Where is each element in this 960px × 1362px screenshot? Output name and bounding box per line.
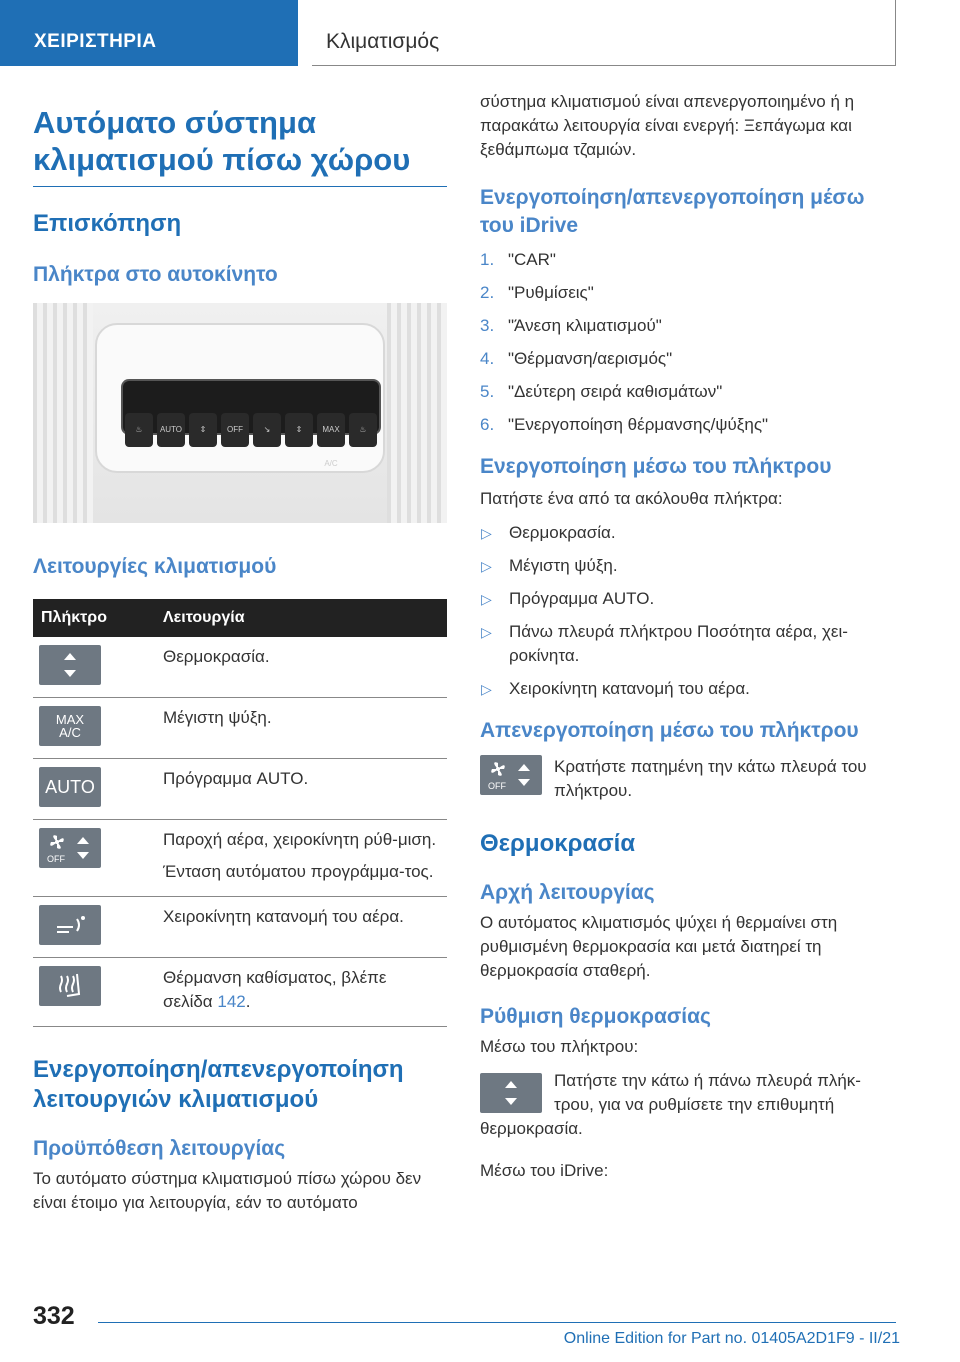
temp-up-down-icon — [480, 1073, 542, 1113]
row-text-secondary: Ένταση αυτόματου προγράμμα-τος. — [163, 862, 434, 881]
fan-off-icon — [480, 755, 542, 795]
temperature-heading: Θερμοκρασία — [480, 830, 636, 857]
table-header-button: Πλήκτρο — [33, 599, 155, 637]
buttons-heading: Πλήκτρα στο αυτοκίνητο — [33, 263, 278, 286]
seat-heating-icon: ♨ — [349, 413, 377, 447]
list-item: ▷ Θερμοκρασία. — [480, 521, 895, 545]
functions-table — [33, 599, 447, 1027]
temp-up-down-icon — [39, 645, 101, 685]
auto-icon: AUTO — [39, 767, 101, 807]
table-row — [33, 759, 447, 820]
table-row — [33, 820, 447, 897]
air-vent — [33, 303, 93, 523]
onoff-heading: Ενεργοποίηση/απενεργοποίηση λειτουργιών κλιματισμού — [33, 1056, 404, 1113]
page-number: 332 — [33, 1302, 75, 1330]
footer-divider — [98, 1322, 896, 1323]
chapter-title: Κλιματισμός — [312, 0, 896, 66]
photo-auto-label: AUTO — [157, 413, 185, 447]
svg-text:OFF: OFF — [47, 854, 65, 864]
control-panel-photo — [33, 303, 447, 523]
page-header — [0, 0, 960, 66]
list-item: 2. "Ρυθμίσεις" — [480, 283, 594, 302]
row-text: Χειροκίνητη κατανομή του αέρα. — [155, 897, 447, 958]
principle-text: Ο αυτόματος κλιματισμός ψύχει ή θερμαίνει στη ρυθμισμένη θερμοκρασία και μετά διατηρεί τη θερμοκρασία σταθερή. — [480, 913, 838, 980]
svg-text:OFF: OFF — [488, 781, 506, 791]
seat-heating-icon: ♨ — [125, 413, 153, 447]
air-distribution-icon: ↘ — [253, 413, 281, 447]
precondition-heading: Προϋπόθεση λειτουργίας — [33, 1137, 286, 1160]
setting-text: Πατήστε την κάτω ή πάνω πλευρά πλήκ-τρου, για να ρυθμίσετε την επιθυμητή θερμοκρασία. — [480, 1071, 861, 1138]
table-row — [33, 698, 447, 759]
seat-heating-icon — [39, 966, 101, 1006]
page-link-142[interactable]: 142 — [217, 992, 246, 1011]
row-text: Θερμοκρασία. — [155, 637, 447, 698]
row-text: Πρόγραμμα AUTO. — [155, 759, 447, 820]
row-text: Θέρμανση καθίσματος, βλέπε σελίδα — [163, 968, 387, 1011]
off-text: Κρατήστε πατημένη την κάτω πλευρά του πλήκτρου. — [554, 757, 867, 800]
list-item: 3. "Άνεση κλιματισμού" — [480, 316, 662, 335]
air-vent — [387, 303, 447, 523]
section-tab: ΧΕΙΡΙΣΤΗΡΙΑ — [0, 0, 298, 66]
row-text: Μέγιστη ψύξη. — [155, 698, 447, 759]
main-heading: Αυτόματο σύστημα κλιματισμού πίσω χώρου — [33, 104, 447, 187]
setting-instruction — [480, 1069, 895, 1141]
list-item: ▷ Χειροκίνητη κατανομή του αέρα. — [480, 677, 895, 701]
list-item: 6. "Ενεργοποίηση θέρμανσης/ψύξης" — [480, 415, 769, 434]
fan-off-icon — [39, 828, 101, 868]
table-row: Θέρμανση καθίσματος, βλέπε σελίδα 142. — [33, 958, 447, 1027]
idrive-steps — [480, 248, 895, 437]
list-item: ▷ Πάνω πλευρά πλήκτρου Ποσότητα αέρα, χει-ροκίνητα. — [480, 620, 895, 668]
precondition-text: Το αυτόματο σύστημα κλιματισμού πίσω χώρου δεν είναι έτοιμο για λειτουργία, εάν το αυτόματο — [33, 1169, 422, 1212]
table-header-function: Λειτουργία — [155, 599, 447, 637]
panel-buttons — [125, 413, 377, 468]
photo-off-label: OFF — [221, 413, 249, 447]
list-item: ▷ Πρόγραμμα AUTO. — [480, 587, 895, 611]
row-text: Παροχή αέρα, χειροκίνητη ρύθ-μιση. — [163, 830, 437, 849]
table-row — [33, 897, 447, 958]
via-button-text: Μέσω του πλήκτρου: — [480, 1037, 639, 1056]
air-distribution-icon — [39, 905, 101, 945]
button-on-heading: Ενεργοποίηση μέσω του πλήκτρου — [480, 455, 832, 478]
bullet-list — [480, 521, 895, 701]
list-item: 1. "CAR" — [480, 250, 556, 269]
temp-up-down-icon: ⇕ — [189, 413, 217, 447]
continued-text: σύστημα κλιματισμού είναι απενεργοποιημένο ή η παρακάτω λειτουργία είναι ενεργή: Ξεπάγωμα και ξεθάμπωμα τζαμιών. — [480, 92, 855, 159]
photo-maxac-label: MAX A/C — [317, 413, 345, 447]
off-instruction — [480, 755, 895, 803]
max-ac-icon: MAX A/C — [39, 706, 101, 746]
list-item: ▷ Μέγιστη ψύξη. — [480, 554, 895, 578]
idrive-heading: Ενεργοποίηση/απενεργοποίηση μέσω του iDrive — [480, 186, 865, 237]
via-idrive-text: Μέσω του iDrive: — [480, 1161, 609, 1180]
list-item: 4. "Θέρμανση/αερισμός" — [480, 349, 673, 368]
principle-heading: Αρχή λειτουργίας — [480, 881, 655, 904]
off-heading: Απενεργοποίηση μέσω του πλήκτρου — [480, 719, 859, 742]
table-row — [33, 637, 447, 698]
left-column — [33, 90, 447, 1215]
list-item: 5. "Δεύτερη σειρά καθισμάτων" — [480, 382, 723, 401]
overview-heading: Επισκόπηση — [33, 210, 182, 237]
temp-up-down-icon: ⇕ — [285, 413, 313, 447]
setting-heading: Ρύθμιση θερμοκρασίας — [480, 1005, 711, 1028]
edition-text: Online Edition for Part no. 01405A2D1F9 - II/21 — [563, 1330, 900, 1347]
right-column — [480, 90, 895, 1183]
button-on-text: Πατήστε ένα από τα ακόλουθα πλήκτρα: — [480, 489, 783, 508]
functions-heading: Λειτουργίες κλιματισμού — [33, 555, 277, 578]
